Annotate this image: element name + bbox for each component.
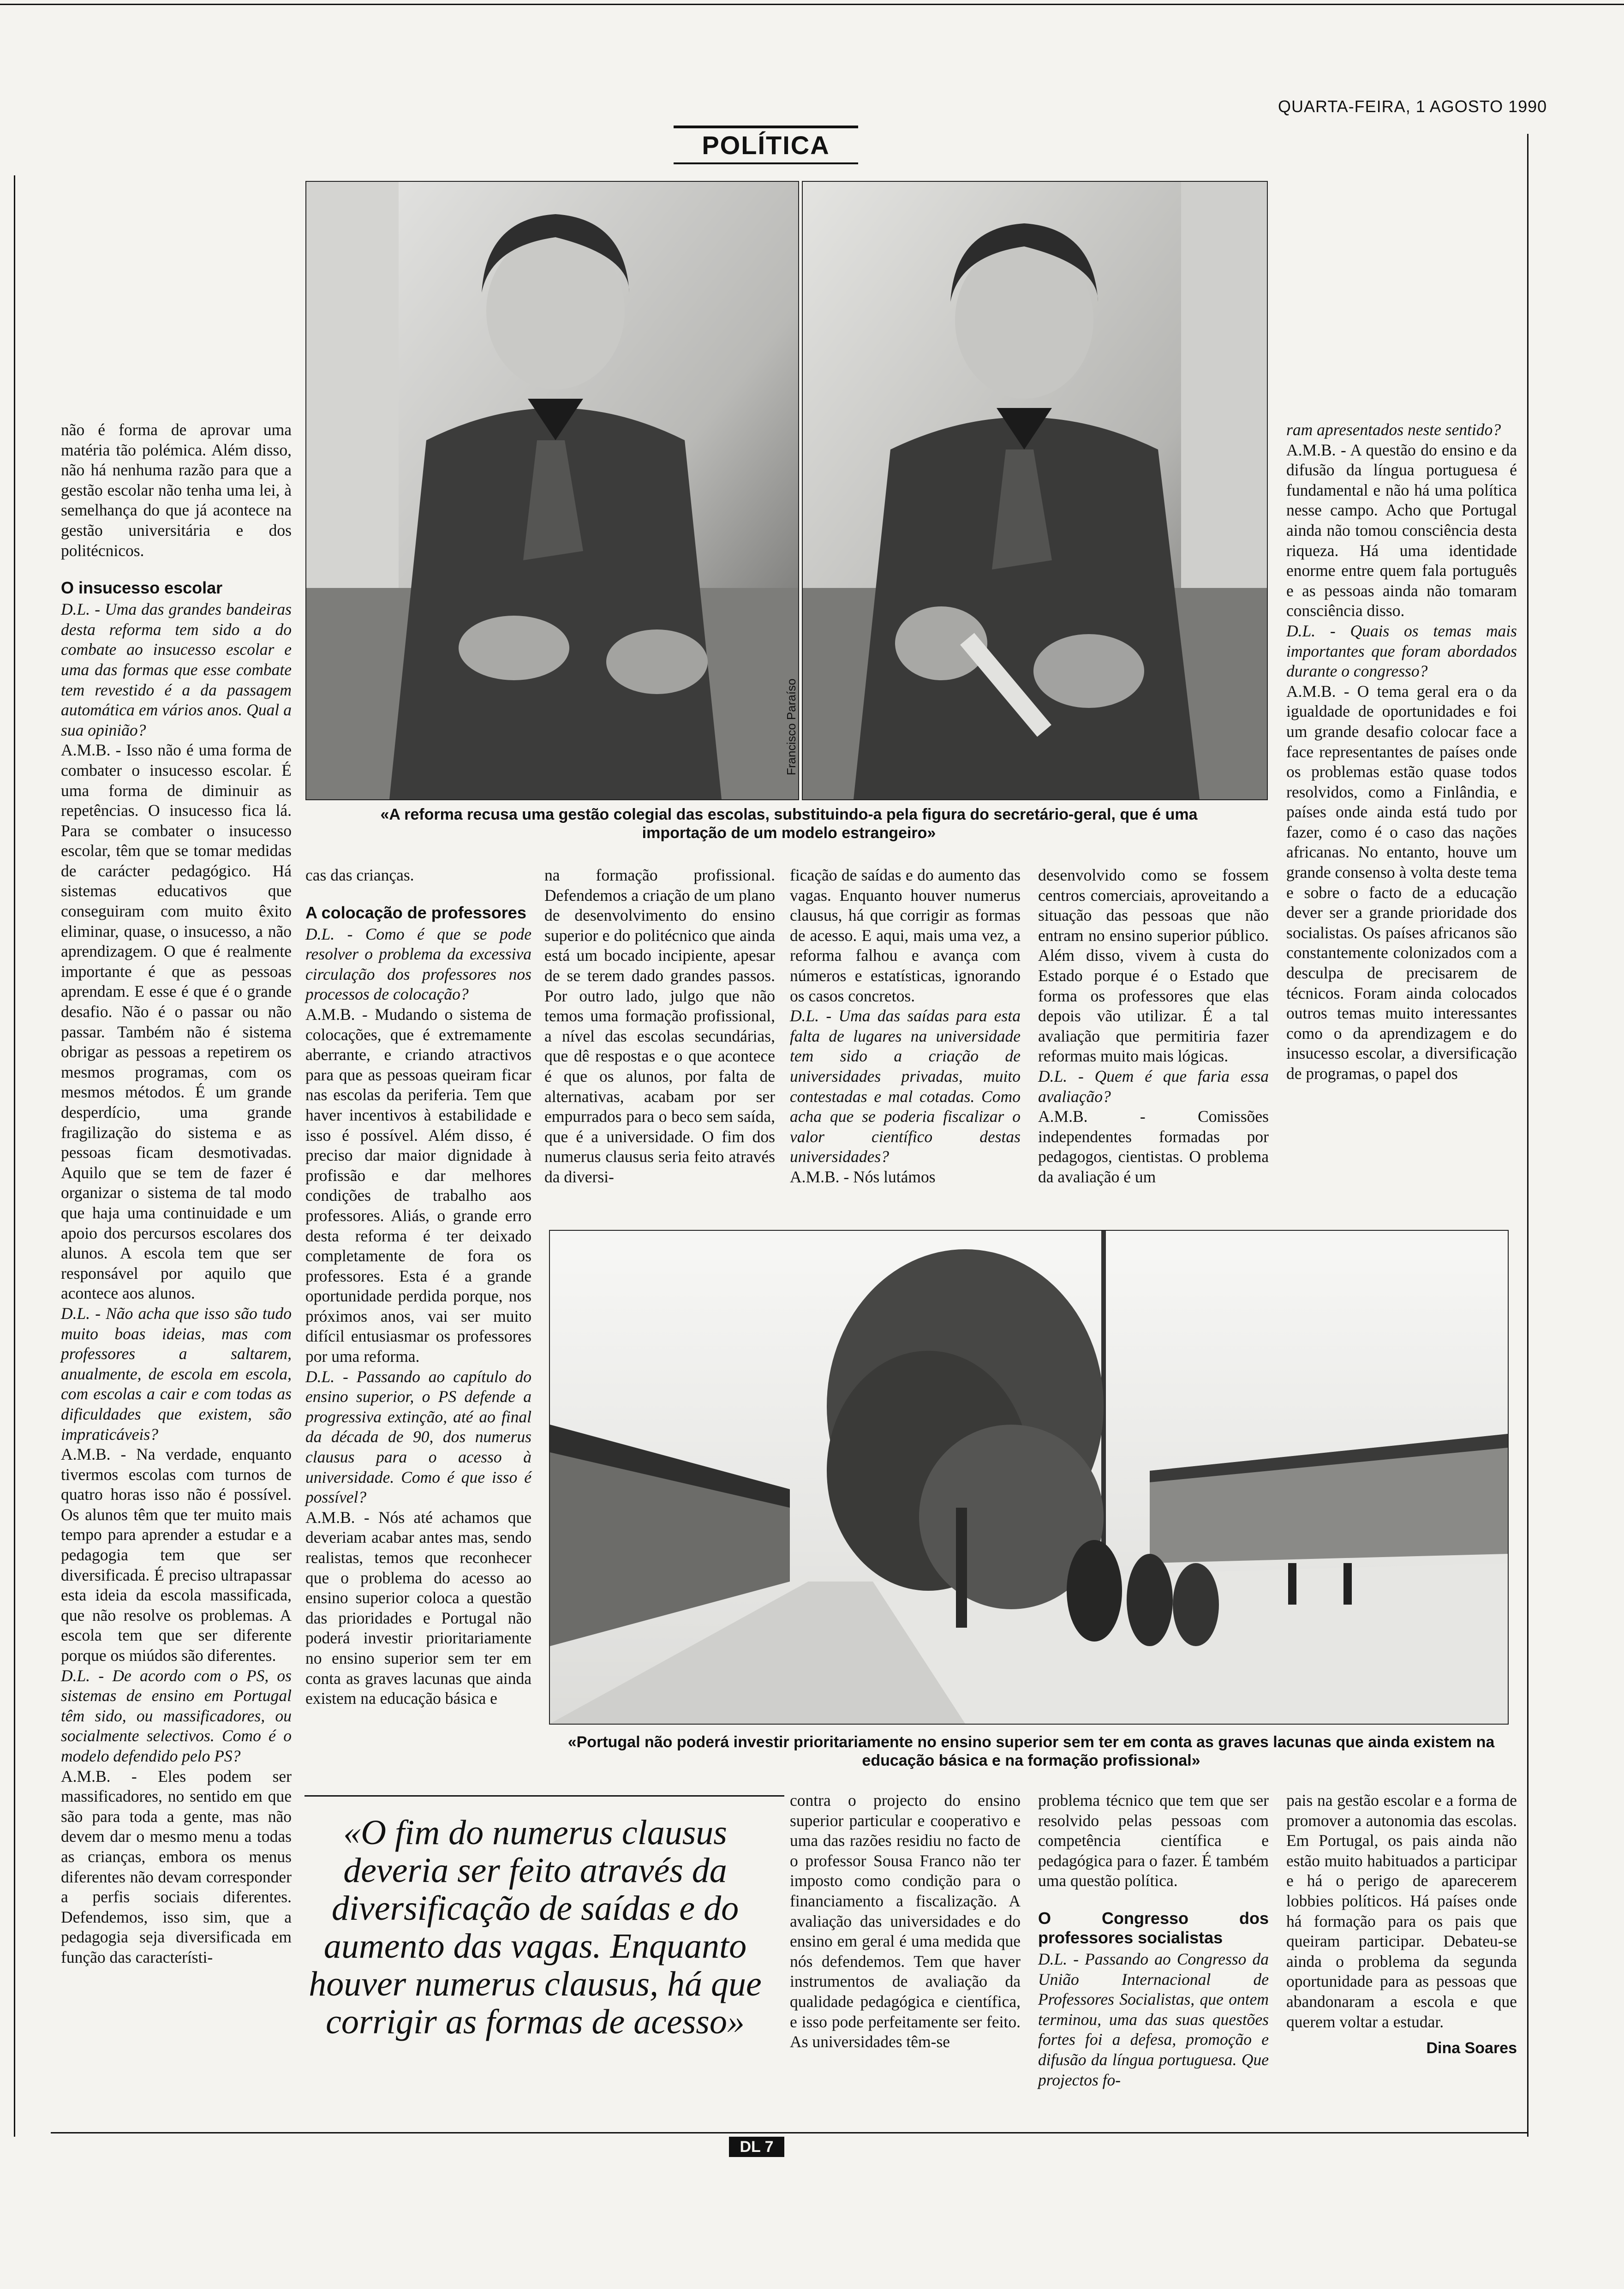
top-border-rule — [0, 4, 1624, 5]
paragraph: contra o projecto do ensino superior particular e cooperativo e uma das razões residiu no facto de o professor Sousa Franco não ter imposto como condição para o financiamento a fiscalização. A avaliação das universidades e do ensino em geral é uma medida que nós defendemos. Tem que haver instrumentos de avaliação da qualidade pedagógica e científica, e isso pode perfeitamente ser feito. As universidades têm-se — [790, 1791, 1021, 2051]
article-column-6 — [1286, 420, 1517, 1084]
article-column-3 — [544, 865, 775, 1187]
paragraph: problema técnico que tem que ser resolvido pelas pessoas com competência científica e pedagógica para o fazer. É também uma questão política. — [1038, 1791, 1269, 1890]
question: D.L. - Quem é que faria essa avaliação? — [1038, 1067, 1269, 1106]
article-bottom-column-3 — [1038, 1791, 1269, 2090]
question: D.L. - Passando ao Congresso da União Internacional de Professores Socialistas, que ontem terminou, uma das suas questões fortes foi a defesa, promoção e difusão da língua portuguesa. Que projectos fo- — [1038, 1949, 1269, 2089]
article-column-4 — [790, 865, 1021, 1187]
answer: A.M.B. - Comissões independentes formadas por pedagogos, cientistas. O problema da avaliação é um — [1038, 1107, 1269, 1186]
paragraph: não é forma de aprovar uma matéria tão polémica. Além disso, não há nenhuma razão para que a gestão escolar não tenha uma lei, à semelhança do que já acontece na gestão universitária e dos politécnicos. — [61, 420, 292, 560]
subhead-colocacao: A colocação de professores — [305, 903, 526, 922]
header-rule — [674, 126, 858, 128]
question: D.L. - Uma das grandes bandeiras desta reforma tem sido a do combate ao insucesso escolar e uma das formas que esse combate tem revestido é a da passagem automática em vários anos. Qual a sua opinião? — [61, 600, 292, 739]
paragraph: pais na gestão escolar e a forma de promover a autonomia das escolas. Em Portugal, os pais ainda não estão muito habituados a participar e há o perigo de aparecerem lobbies políticos. Há países onde há formação para os pais que queiram participar. Debateu-se ainda o problema da segunda oportunidade para as pessoas que abandonaram a escola e que querem voltar a estudar. — [1286, 1791, 1517, 2031]
school-photo — [549, 1230, 1509, 1725]
footer-rule — [51, 2132, 1527, 2133]
section-title: POLÍTICA — [702, 131, 830, 160]
pull-quote-rule — [304, 1795, 784, 1797]
section-underline — [674, 162, 858, 164]
left-margin-rule — [14, 175, 15, 2137]
answer: A.M.B. - O tema geral era o da igualdade de oportunidades e foi um grande desafio colocar face a face representantes de países onde os problemas estão quase todos resolvidos, como a Finlândia, e países onde ainda está tudo por fazer, como é o caso das nações africanas. No entanto, houve um grande consenso à volta deste tema e sobre o facto de a educação dever ser a grande prioridade dos socialistas. Os países africanos são constantemente colonizados com a desculpa de precisarem de técnicos. Foram ainda colocados outros temas muito interessantes como o da aprendizagem e do insucesso escolar, a diversificação de programas, o papel dos — [1286, 682, 1517, 1083]
right-margin-rule — [1527, 134, 1528, 2137]
subhead-insucesso: O insucesso escolar — [61, 578, 223, 598]
question: D.L. - Uma das saídas para esta falta de lugares na universidade tem sido a criação de universidades privadas, muito contestadas e mal cotadas. Como acha que se poderia fiscalizar o valor científico destas universidades? — [790, 1007, 1021, 1166]
issue-date: QUARTA-FEIRA, 1 AGOSTO 1990 — [1278, 97, 1547, 116]
answer: A.M.B. - Nós lutámos — [790, 1167, 936, 1186]
article-column-1 — [61, 420, 292, 1968]
page-folio: DL 7 — [729, 2137, 784, 2157]
article-column-5 — [1038, 865, 1269, 1187]
answer: A.M.B. - Nós até achamos que deveriam acabar antes mas, sendo realistas, temos que reconhecer que o problema do acesso ao ensino superior coloca a questão das prioridades e Portugal não poderá investir prioritariamente no ensino superior sem ter em conta as graves lacunas que ainda existem na educação básica e — [305, 1508, 531, 1708]
answer: A.M.B. - Mudando o sistema de colocações, que é extremamente aberrante, e criando atractivos para que as pessoas queiram ficar nas escolas da periferia. Tem que haver incentivos à estabilidade e isso é possível. Além disso, é preciso dar maior dignidade à profissão e dar melhores condições de trabalho aos professores. Aliás, o grande erro desta reforma é ter deixado completamente de fora os professores. Esta é a grande oportunidade perdida porque, nos próximos anos, vai ser muito difícil entusiasmar os professores por uma reforma. — [305, 1005, 531, 1366]
article-bottom-column-4 — [1286, 1791, 1517, 2059]
portrait-photo-right — [802, 181, 1268, 800]
author-signature: Dina Soares — [1426, 2039, 1517, 2057]
photo-credit: Francisco Paraíso — [784, 678, 798, 775]
paragraph: desenvolvido como se fossem centros comerciais, aproveitando a situação das pessoas que não entram no ensino superior público. Além disso, vivem à custa do Estado porque é o Estado que forma os professores que elas depois vão utilizar. É a tal avaliação que permitiria fazer reformas muito mais lógicas. — [1038, 866, 1269, 1066]
question: D.L. - Quais os temas mais importantes que foram abordados durante o congresso? — [1286, 621, 1517, 681]
answer: A.M.B. - Isso não é uma forma de combater o insucesso escolar. É uma forma de diminuir as repetências. O insucesso fica lá. Para se combater o insucesso escolar, têm que se tomar medidas de carácter pedagógico. Há sistemas educativos que conseguiram com muito êxito eliminar, quase, o insucesso, a não aprendizagem. O que é realmente importante é que as pessoas aprendam. E esse é que é o grande desafio. Não é o passar ou não passar. Também não é sistema obrigar as pessoas a repetirem os mesmos programas, com os mesmos métodos. É um grande desperdício, uma grande fragilização do sistema e as pessoas ficam desmotivadas. Aquilo que se tem de fazer é organizar o sistema de tal modo que haja uma continuidade e um apoio dos percursos escolares dos alunos. A escola tem que ser responsável por aquilo que acontece aos alunos. — [61, 741, 292, 1303]
paragraph: cas das crianças. — [305, 866, 414, 884]
portrait-photo-left — [305, 181, 799, 800]
question: ram apresentados neste sentido? — [1286, 420, 1501, 439]
answer: A.M.B. - Na verdade, enquanto tivermos escolas com turnos de quatro horas isso não é possível. Os alunos têm que ter muito mais tempo para aprender a estudar e a pedagogia tem que ser diversificada. É preciso ultrapassar esta ideia da escola massificada, que não resolve os problemas. A escola tem que ser diferente porque os miúdos são diferentes. — [61, 1445, 292, 1665]
school-caption: «Portugal não poderá investir prioritariamente no ensino superior sem ter em conta as graves lacunas que ainda existem na educação básica e na formação profissional» — [567, 1733, 1495, 1769]
question: D.L. - De acordo com o PS, os sistemas de ensino em Portugal têm sido, ou massificadores, ou socialmente selectivos. Como é o modelo defendido pelo PS? — [61, 1666, 292, 1765]
subhead-congresso: O Congresso dos professores socialistas — [1038, 1908, 1269, 1947]
paragraph: na formação profissional. Defendemos a criação de um plano de desenvolvimento do ensino superior e do politécnico que ainda está um bocado incipiente, apesar de se terem dado grandes passos. Por outro lado, julgo que não temos uma formação profissional, a nível das escolas secundárias, que dê respostas e o que acontece é que os alunos, por falta de alternativas, acabam por ser empurrados para o beco sem saída, que é a universidade. O fim dos numerus clausus seria feito através da diversi- — [544, 866, 775, 1186]
answer: A.M.B. - A questão do ensino e da difusão da língua portuguesa é fundamental e não há uma política nesse campo. Acho que Portugal ainda não tomou consciência desta riqueza. Há uma identidade enorme entre quem fala português e as pessoas ainda não tomaram consciência disso. — [1286, 440, 1517, 620]
article-column-2 — [305, 865, 531, 1709]
portraits-caption: «A reforma recusa uma gestão colegial das escolas, substituindo-a pela figura do secretário-geral, que é uma importação de um modelo estrangeiro» — [380, 806, 1198, 842]
question: D.L. - Passando ao capítulo do ensino superior, o PS defende a progressiva extinção, até ao final da década de 90, dos numerus clausus para o acesso à universidade. Como é que isso é possível? — [305, 1367, 531, 1507]
question: D.L. - Como é que se pode resolver o problema da excessiva circulação dos professores nos processos de colocação? — [305, 924, 531, 1004]
answer: A.M.B. - Eles podem ser massificadores, no sentido em que são para toda a gente, mas não devem dar o mesmo menu a todas as crianças, embora os menus diferentes não devam corresponder a perfis sociais diferentes. Defendemos, isso sim, que a pedagogia seja diversificada em função das característi- — [61, 1767, 292, 1966]
article-bottom-column-2 — [790, 1791, 1021, 2052]
paragraph: ficação de saídas e do aumento das vagas. Enquanto houver numerus clausus, há que corrigir as formas de acesso. E aqui, mais uma vez, a reforma falhou e avança com números e estatísticas, ignorando os casos concretos. — [790, 866, 1021, 1005]
pull-quote: «O fim do numerus clausus deveria ser feito através da diversificação de saídas e do aumento das vagas. Enquanto houver numerus clausus, há que corrigir as formas de acesso» — [309, 1813, 762, 2041]
question: D.L. - Não acha que isso são tudo muito boas ideias, mas com professores a saltarem, anualmente, de escola em escola, com escolas a cair e com todas as dificuldades que existem, são impraticáveis? — [61, 1304, 292, 1444]
